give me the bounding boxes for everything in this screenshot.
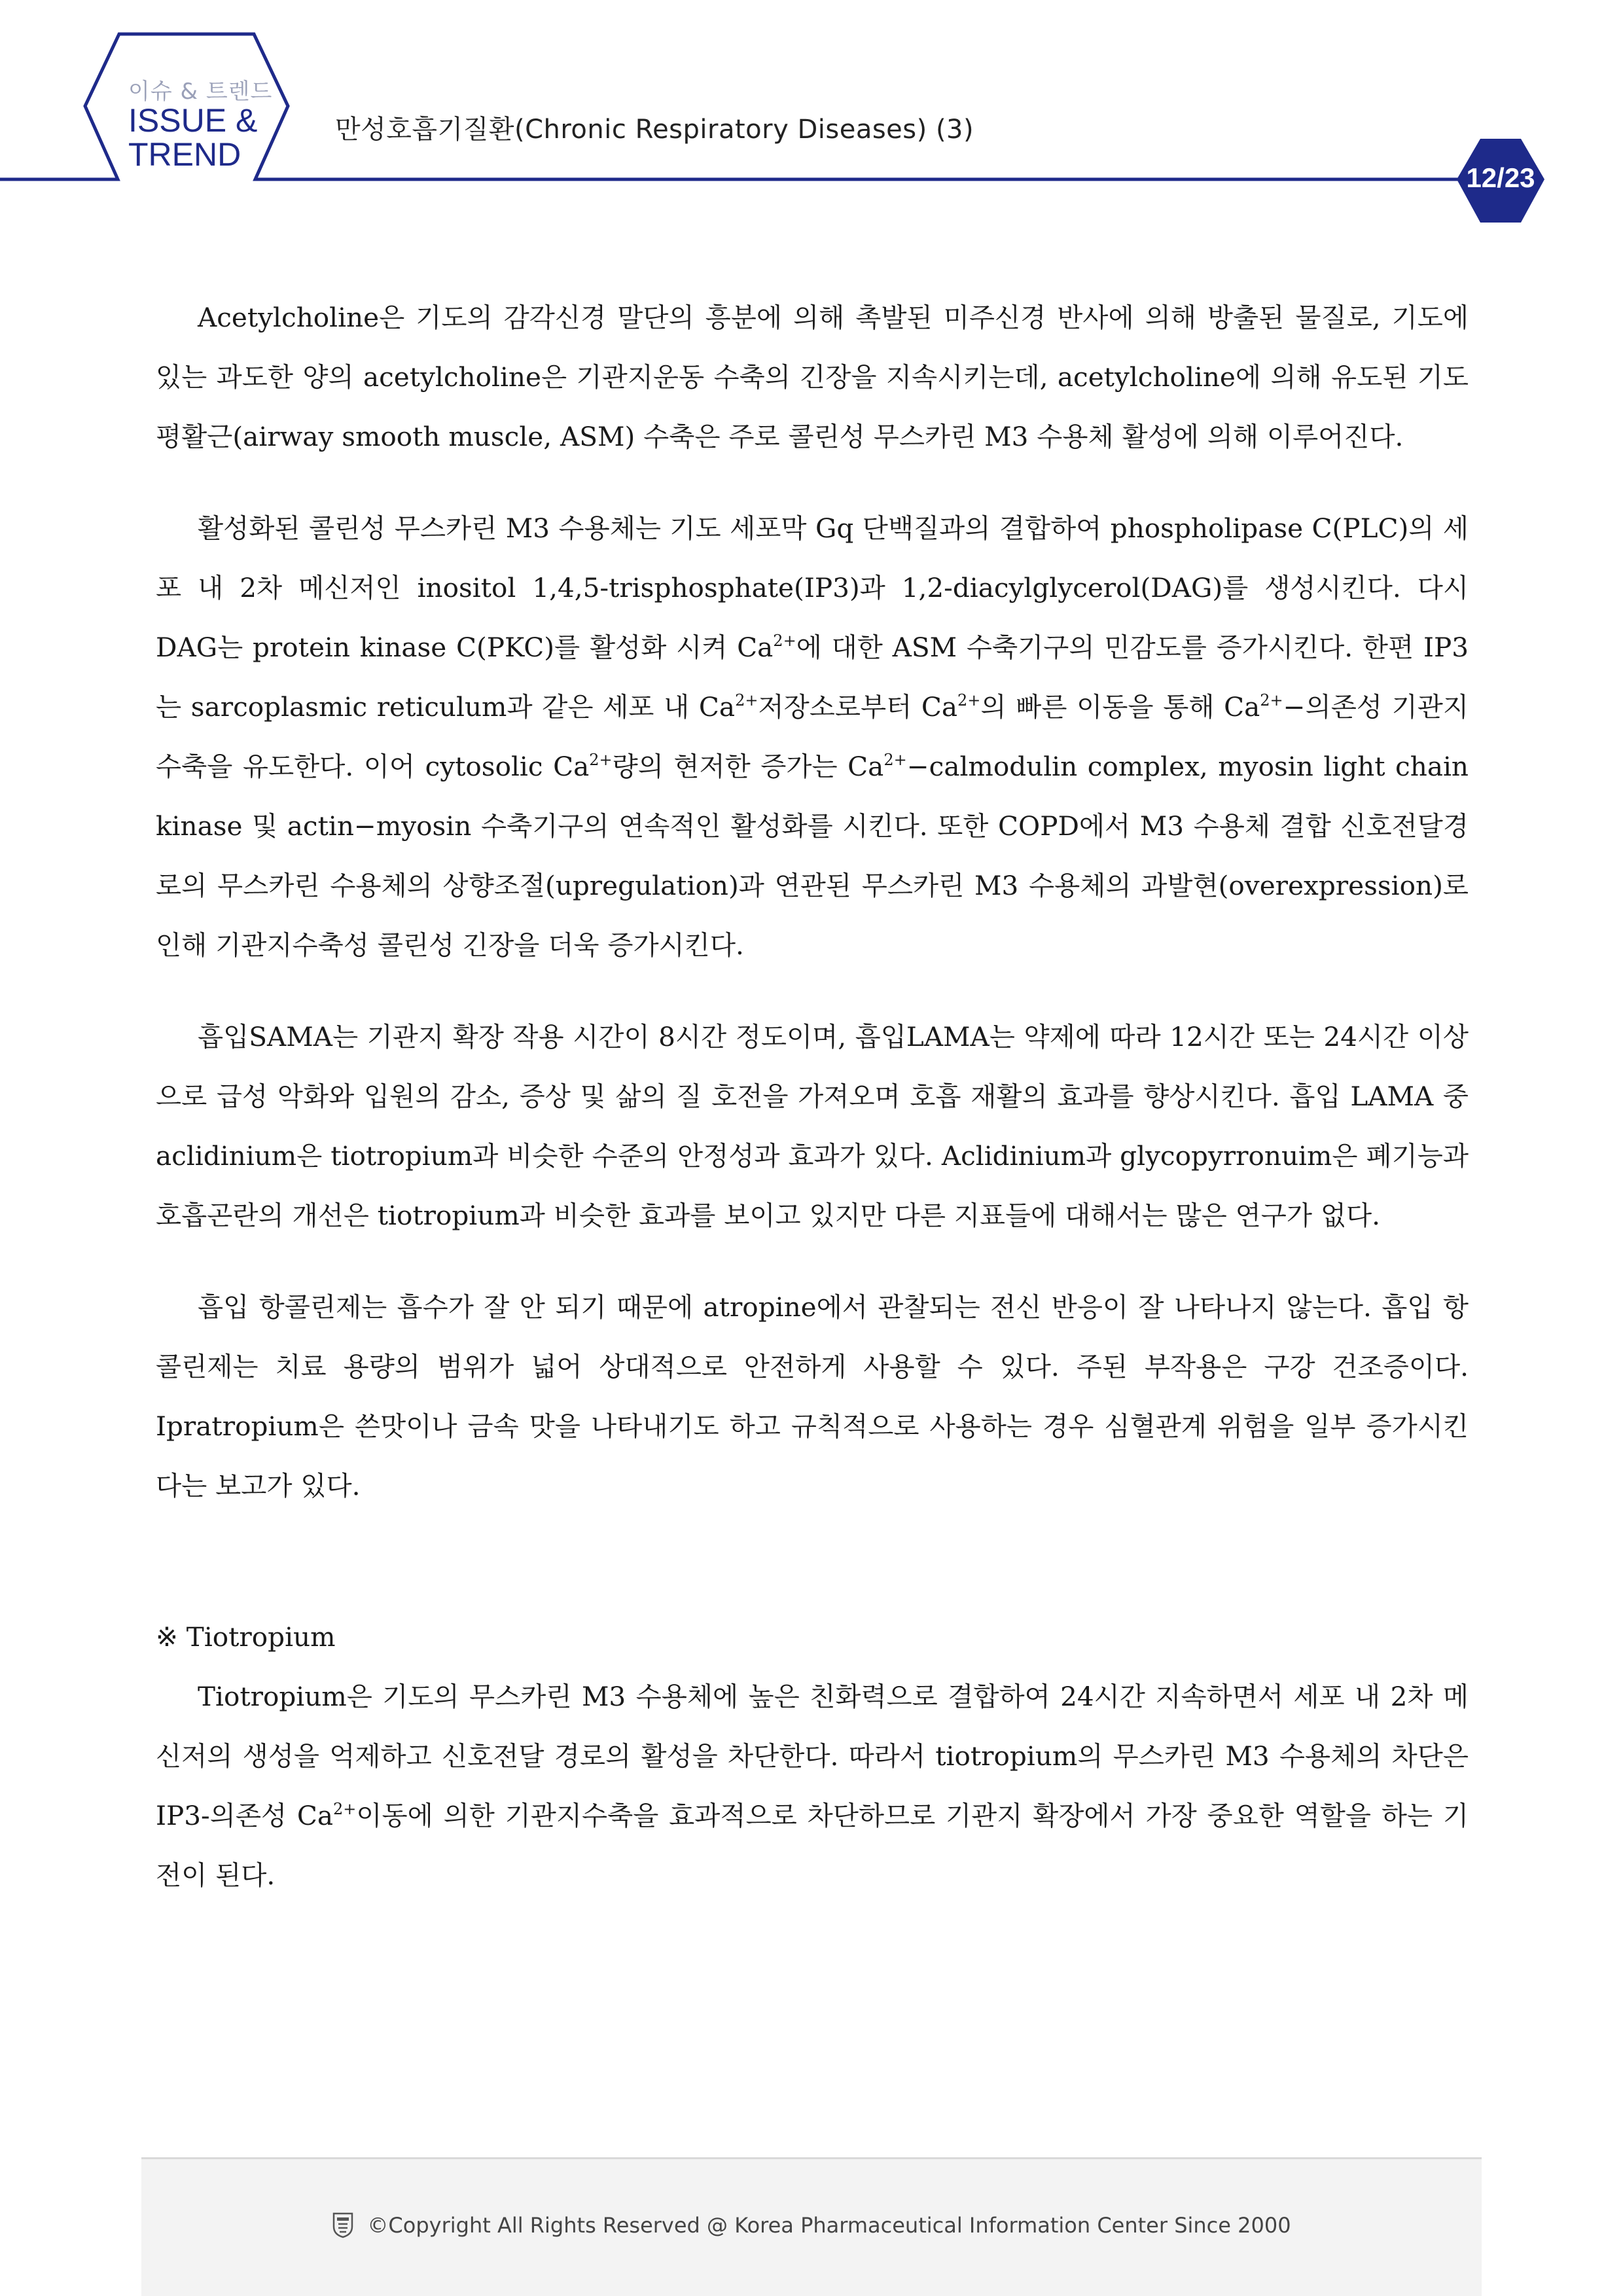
- page-footer: [141, 2207, 1482, 2244]
- paragraph-3: 흡입SAMA는 기관지 확장 작용 시간이 8시간 정도이며, 흡입LAMA는 약제에 따라 12시간 또는 24시간 이상으로 급성 악화와 입원의 감소, 증상 및 삶의 질 호전을 가져오며 호흡 재활의 효과를 향상시킨다. 흡입 LAMA 중 aclidinium은 tiotropium과 비슷한 수준의 안정성과 효과가 있다. Aclidinium과 glycopyrronuim은 폐기능과 호흡곤란의 개선은 tiotropium과 비슷한 효과를 보이고 있지만 다른 지표들에 대해서는 많은 연구가 없다.: [156, 1021, 1469, 1231]
- document-title: 만성호흡기질환(Chronic Respiratory Diseases) (3): [335, 115, 974, 145]
- issue-trend-logo: [128, 103, 257, 171]
- paragraph-5: Tiotropium은 기도의 무스카린 M3 수용체에 높은 친화력으로 결합하여 24시간 지속하면서 세포 내 2차 메신저의 생성을 억제하고 신호전달 경로의 활성을 차단한다. 따라서 tiotropium의 무스카린 M3 수용체의 차단은 IP3-의존성 $Ca^{2+}$이동에 의한 기관지수축을 효과적으로 차단하므로 기관지 확장에서 가장 중요한 역할을 하는 기전이 된다.: [156, 1681, 1469, 1891]
- badge-subtitle: 이슈 & 트렌드: [128, 79, 273, 105]
- page-header: [0, 0, 1623, 236]
- badge-line-1: ISSUE &: [128, 102, 258, 139]
- paragraph-2: 활성화된 콜린성 무스카린 M3 수용체는 기도 세포막 Gq 단백질과의 결합하여 phospholipase C(PLC)의 세포 내 2차 메신저인 inositol 1,4,5-trisphosphate(IP3)과 1,2-diacylglycerol(DAG)를 생성시킨다. 다시 DAG는 protein kinase C(PKC)를 활성화 시켜 $Ca^{2+}$에 대한 ASM 수축기구의 민감도를 증가시킨다. 한편 IP3는 sarcoplasmic reticulum과 같은 세포 내 $Ca^{2+}$저장소로부터 $Ca^{2+}$의 빠른 이동을 통해 $Ca^{2+}-$의존성 기관지 수축을 유도한다. 이어 cytosolic $Ca^{2+}$량의 현저한 증가는 $Ca^{2+}-calmodulin$ complex, myosin light chain kinase 및 actin−myosin 수축기구의 연속적인 활성화를 시킨다. 또한 COPD에서 M3 수용체 결합 신호전달경로의 무스카린 수용체의 상향조절(upregulation)과 연관된 무스카린 M3 수용체의 과발현(overexpression)로 인해 기관지수축성 콜린성 긴장을 더욱 증가시킨다.: [156, 512, 1469, 961]
- badge-line-2: TREND: [128, 136, 241, 173]
- page-number: 12/23: [1466, 162, 1535, 193]
- kpic-emblem-icon: [332, 2212, 354, 2238]
- paragraph-1: Acetylcholine은 기도의 감각신경 말단의 흥분에 의해 촉발된 미주신경 반사에 의해 방출된 물질로, 기도에 있는 과도한 양의 acetylcholine은 기관지운동 수축의 긴장을 지속시키는데, acetylcholine에 의해 유도된 기도 평활근(airway smooth muscle, ASM) 수축은 주로 콜린성 무스카린 M3 수용체 활성에 의해 이루어진다.: [156, 302, 1469, 452]
- paragraph-4: 흡입 항콜린제는 흡수가 잘 안 되기 때문에 atropine에서 관찰되는 전신 반응이 잘 나타나지 않는다. 흡입 항콜린제는 치료 용량의 범위가 넓어 상대적으로 안전하게 사용할 수 있다. 주된 부작용은 구강 건조증이다. Ipratropium은 쓴맛이나 금속 맛을 나타내기도 하고 규칙적으로 사용하는 경우 심혈관계 위험을 일부 증가시킨다는 보고가 있다.: [156, 1291, 1469, 1501]
- copyright-text: ©Copyright All Rights Reserved @ Korea Pharmaceutical Information Center Since 2000: [367, 2213, 1291, 2238]
- section-title-tiotropium: ※ Tiotropium: [156, 1621, 336, 1653]
- article-body: [156, 288, 1469, 1905]
